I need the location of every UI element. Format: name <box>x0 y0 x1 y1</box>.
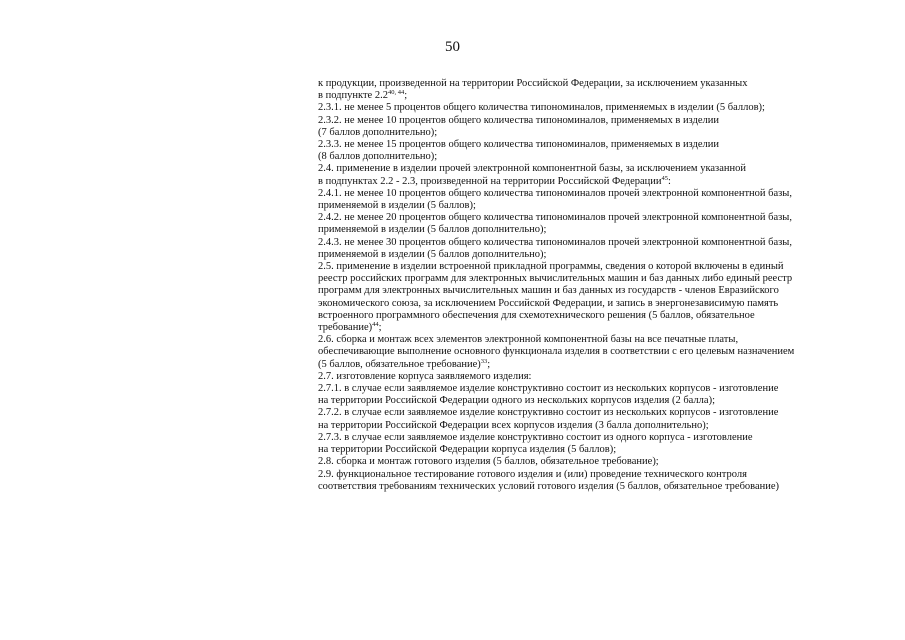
text-line <box>318 115 888 127</box>
line-text: на территории Российской Федерации одного из нескольких корпусов изделия (2 балла); <box>318 395 715 407</box>
line-text: 2.7.2. в случае если заявляемое изделие конструктивно состоит из нескольких корпусов - изготовление <box>318 407 779 419</box>
text-line <box>318 261 888 273</box>
text-line <box>318 371 888 383</box>
page-number: 50 <box>445 39 460 55</box>
text-line <box>318 383 888 395</box>
line-text: 2.4. применение в изделии прочей электронной компонентной базы, за исключением указанной <box>318 163 746 175</box>
line-text: 2.6. сборка и монтаж всех элементов электронной компонентной базы на все печатные платы, <box>318 334 739 346</box>
text-line <box>318 139 888 151</box>
text-line <box>318 188 888 200</box>
line-text: применяемой в изделии (5 баллов дополнительно); <box>318 248 547 260</box>
text-line <box>318 200 888 212</box>
text-line <box>318 298 888 310</box>
text-line <box>318 420 888 432</box>
line-text-tail: ; <box>487 358 491 370</box>
line-text: (5 баллов, обязательное требование) <box>318 358 481 370</box>
text-line <box>318 444 888 456</box>
footnote-reference: 45 <box>661 174 669 182</box>
line-text-tail: : <box>668 175 671 187</box>
text-line <box>318 151 888 163</box>
line-text: (7 баллов дополнительно); <box>318 126 438 138</box>
text-line <box>318 237 888 249</box>
line-text: реестр российских программ для электронных вычислительных машин и баз данных либо единый реестр <box>318 273 793 285</box>
text-line <box>318 407 888 419</box>
line-text: 2.5. применение в изделии встроенной прикладной программы, сведения о которой включены в единый <box>318 261 784 273</box>
text-line <box>318 249 888 261</box>
line-text: 2.3.2. не менее 10 процентов общего количества типономиналов, применяемых в изделии <box>318 114 719 126</box>
line-text: 2.8. сборка и монтаж готового изделия (5 баллов, обязательное требование); <box>318 456 659 468</box>
line-text: 2.7.3. в случае если заявляемое изделие конструктивно состоит из одного корпуса - изготовление <box>318 431 753 443</box>
footnote-reference: 40, 44 <box>387 89 405 97</box>
text-line <box>318 322 888 334</box>
line-text: 2.7. изготовление корпуса заявляемого изделия: <box>318 370 532 382</box>
line-text: к продукции, произведенной на территории Российской Федерации, за исключением указанных <box>318 78 748 89</box>
line-text: на территории Российской Федерации корпуса изделия (5 баллов); <box>318 444 617 456</box>
text-line <box>318 469 888 481</box>
text-line <box>318 395 888 407</box>
line-text: применяемой в изделии (5 баллов дополнительно); <box>318 224 547 236</box>
line-text: программ для электронных вычислительных машин и баз данных из государств - членов Евразийского <box>318 285 779 297</box>
text-line <box>318 163 888 175</box>
line-text: 2.3.3. не менее 15 процентов общего количества типономиналов, применяемых в изделии <box>318 139 719 151</box>
line-text: 2.9. функциональное тестирование готового изделия и (или) проведение технического контроля <box>318 468 747 480</box>
line-text: экономического союза, за исключением Российской Федерации, и запись в энергонезависимую память <box>318 297 779 309</box>
line-text: встроенного программного обеспечения для схемотехнического решения (5 баллов, обязательное <box>318 309 755 321</box>
line-text: 2.4.1. не менее 10 процентов общего количества типономиналов прочей электронной компонентной базы, <box>318 187 792 199</box>
text-line <box>318 432 888 444</box>
line-text: применяемой в изделии (5 баллов); <box>318 200 476 212</box>
line-text-tail: ; <box>378 322 382 334</box>
line-text: в подпункте 2.2 <box>318 90 388 102</box>
text-line <box>318 224 888 236</box>
text-line <box>318 102 888 114</box>
line-text: соответствия требованиям технических условий готового изделия (5 баллов, обязательное требование) <box>318 480 780 492</box>
text-line <box>318 456 888 468</box>
text-line <box>318 359 888 371</box>
text-line <box>318 310 888 322</box>
line-text: в подпунктах 2.2 - 2.3, произведенной на территории Российской Федерации <box>318 175 662 187</box>
text-line <box>318 334 888 346</box>
footnote-reference: 33 <box>480 357 488 365</box>
line-text: 2.7.1. в случае если заявляемое изделие конструктивно состоит из нескольких корпусов - изготовление <box>318 383 779 395</box>
line-text: обеспечивающие выполнение основного функционала изделия в соответствии с его целевым назначением <box>318 346 795 358</box>
line-text: 2.4.3. не менее 30 процентов общего количества типономиналов прочей электронной компонентной базы, <box>318 236 792 248</box>
text-line <box>318 273 888 285</box>
text-line <box>318 212 888 224</box>
line-text-tail: ; <box>404 90 408 102</box>
text-line <box>318 127 888 139</box>
line-text: (8 баллов дополнительно); <box>318 151 438 163</box>
text-line <box>318 176 888 188</box>
line-text: 2.4.2. не менее 20 процентов общего количества типономиналов прочей электронной компонентной базы, <box>318 212 792 224</box>
line-text: 2.3.1. не менее 5 процентов общего количества типономиналов, применяемых в изделии (5 баллов); <box>318 102 765 114</box>
text-line <box>318 285 888 297</box>
text-line <box>318 90 888 102</box>
text-line <box>318 346 888 358</box>
footnote-reference: 44 <box>372 321 379 329</box>
text-line <box>318 481 888 493</box>
line-text: на территории Российской Федерации всех корпусов изделия (3 балла дополнительно); <box>318 419 709 431</box>
document-body <box>318 78 888 493</box>
line-text: требование) <box>318 322 373 334</box>
